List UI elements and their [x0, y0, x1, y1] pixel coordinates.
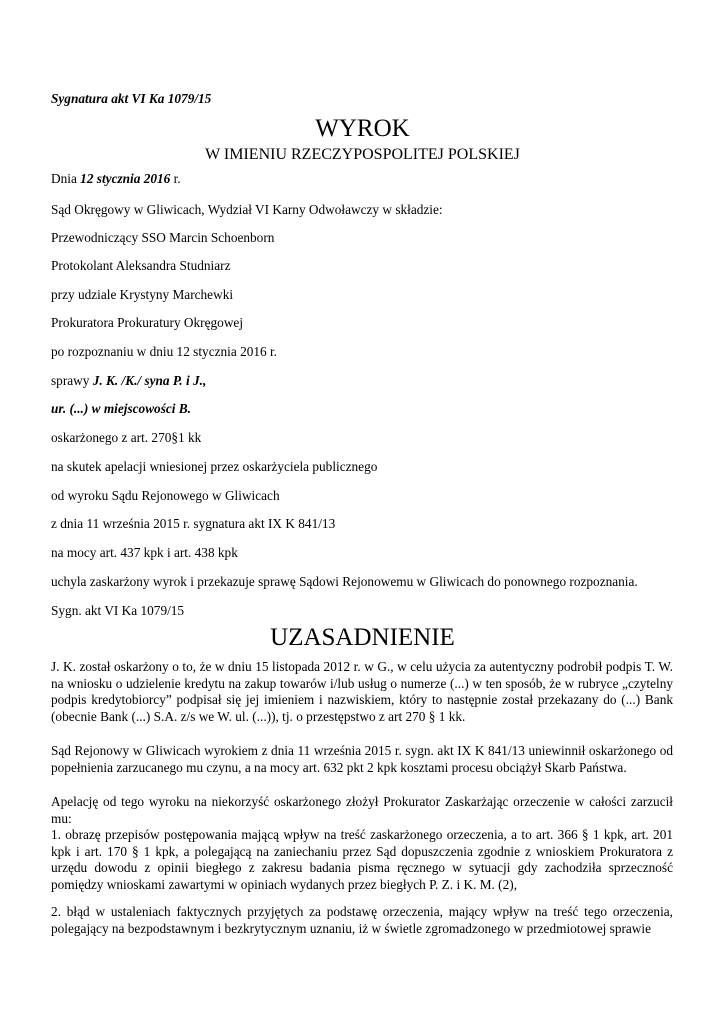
date-prefix: Dnia [51, 171, 81, 186]
date-line [51, 171, 181, 187]
date-suffix: r. [170, 171, 181, 186]
justification-paragraph-3: Apelację od tego wyroku na niekorzyść oskarżonego złożył Prokurator Zaskarżając orzeczenie w całości zarzucił mu: [51, 794, 673, 826]
document-subtitle: W IMIENIU RZECZYPOSPOLITEJ POLSKIEJ [205, 146, 520, 163]
justification-paragraph-4: 1. obrazę przepisów postępowania mającą wpływ na treść zaskarżonego orzeczenia, a to art. 366 § 1 kpk, art. 201 kpk i art. 170 § 1 kpk, a polegającą na zaniechaniu przez Sąd dopuszczenia zgodnie z wnioskiem Prokuratora z urzędu dowodu z opinii biegłego z zakresu badania pisma ręcznego w sytuacji gdy zachodziła sprzeczność pomiędzy wnioskami zawartymi w opiniach wydanych przez biegłych P. Z. i K. M. (2), [51, 827, 673, 892]
clerk-line: Protokolant Aleksandra Studniarz [51, 258, 231, 273]
appeal-line: na skutek apelacji wniesionej przez oskarżyciela publicznego [51, 459, 378, 474]
case-line [51, 373, 206, 389]
lower-date-line: z dnia 11 września 2015 r. sygnatura akt IX K 841/13 [51, 516, 336, 531]
birth-line: ur. (...) w miejscowości B. [51, 401, 191, 416]
defendant-name: J. K. /K./ syna P. i J., [92, 373, 207, 388]
justification-paragraph-2: Sąd Rejonowy w Gliwicach wyrokiem z dnia 11 września 2015 r. sygn. akt IX K 841/13 uniewinnił oskarżonego od popełnienia zarzucanego mu czynu, a na mocy art. 632 pkt 2 kpk kosztami procesu obciążył Skarb Państwa. [51, 743, 673, 775]
charge-line: oskarżonego z art. 270§1 kk [51, 430, 202, 445]
prosecutor-line: Prokuratora Prokuratury Okręgowej [51, 315, 244, 330]
chair-line: Przewodniczący SSO Marcin Schoenborn [51, 230, 275, 245]
judgment-date: 12 stycznia 2016 [80, 171, 171, 186]
case-signature: Sygnatura akt VI Ka 1079/15 [51, 91, 212, 106]
hearing-line: po rozpoznaniu w dniu 12 stycznia 2016 r. [51, 344, 278, 359]
legal-basis-line: na mocy art. 437 kpk i art. 438 kpk [51, 545, 238, 560]
justification-paragraph-5: 2. błąd w ustaleniach faktycznych przyjętych za podstawę orzeczenia, mający wpływ na treść tego orzeczenia, polegający na bezpodstawnym i bezkrytycznym uznaniu, iż w świetle zgromadzonego w przedmiotowej sprawie [51, 904, 673, 936]
participant-line: przy udziale Krystyny Marchewki [51, 287, 234, 302]
justification-title: UZASADNIENIE [270, 624, 455, 651]
sygn-line: Sygn. akt VI Ka 1079/15 [51, 603, 185, 618]
lower-court-line: od wyroku Sądu Rejonowego w Gliwicach [51, 488, 280, 503]
document-title: WYROK [315, 115, 410, 142]
ruling-line: uchyla zaskarżony wyrok i przekazuje sprawę Sądowi Rejonowemu w Gliwicach do ponownego rozpoznania. [51, 574, 638, 589]
case-prefix: sprawy [51, 373, 93, 388]
justification-paragraph-1: J. K. został oskarżony o to, że w dniu 15 listopada 2012 r. w G., w celu użycia za autentyczny podrobił podpis T. W. na wniosku o udzielenie kredytu na zakup towarów i/lub usług o numerze (...) w ten sposób, że w rubryce „czytelny podpis kredytobiorcy” podpisał się jej imieniem i nazwiskiem, który to następnie został przekazany do (...) Bank (obecnie Bank (...) S.A. z/s we W. ul. (...)), tj. o przestępstwo z art 270 § 1 kk. [51, 659, 673, 724]
court-line: Sąd Okręgowy w Gliwicach, Wydział VI Karny Odwoławczy w składzie: [51, 202, 443, 217]
